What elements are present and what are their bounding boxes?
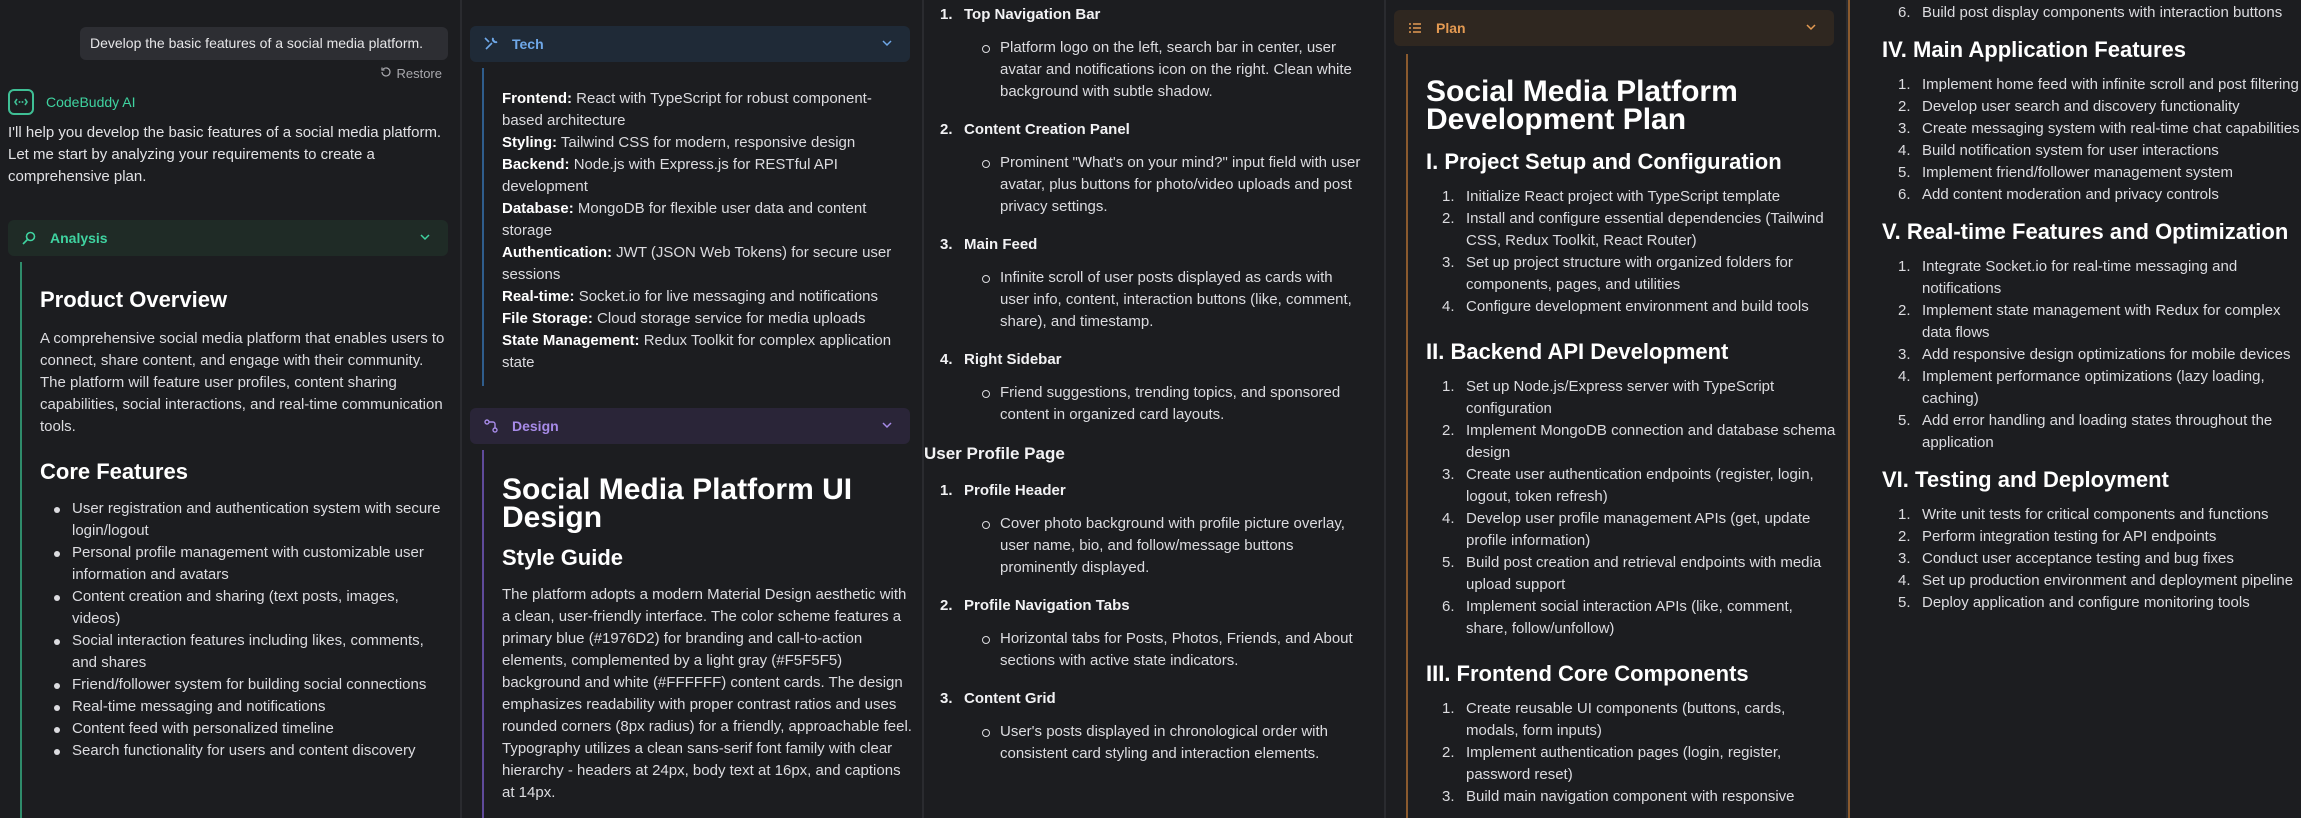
list-number: 3. (1442, 788, 1455, 805)
list-item-text: Implement authentication pages (login, register, password reset) (1466, 744, 1782, 783)
list-icon (1406, 19, 1424, 37)
design-title: Social Media Platform UI Design (502, 473, 853, 534)
list-number: 5. (1898, 594, 1911, 611)
list-number: 1. (1898, 76, 1911, 93)
plan-section-list (1426, 376, 1836, 640)
section-number: 3. (940, 690, 953, 707)
plan-section-heading: I. Project Setup and Configuration (1426, 149, 1782, 174)
list-item-text: Build notification system for user interactions (1922, 142, 2219, 159)
list-item: Content feed with personalized timeline (72, 718, 450, 740)
tech-item (502, 242, 912, 286)
list-number: 1. (1442, 700, 1455, 717)
list-item-text: Add content moderation and privacy controls (1922, 186, 2219, 203)
list-number: 2. (1442, 210, 1455, 227)
tech-item-value: JWT (JSON Web Tokens) for secure user sessions (502, 244, 892, 283)
list-item-text: Develop user search and discovery functionality (1922, 98, 2240, 115)
user-message: Develop the basic features of a social media platform. (80, 27, 448, 60)
plan-section-list (1882, 256, 2300, 454)
list-item-text: Perform integration testing for API endpoints (1922, 528, 2217, 545)
section-bullets (962, 152, 1362, 218)
list-item: Prominent "What's on your mind?" input field with user avatar, plus buttons for photo/video uploads and post privacy settings. (1000, 152, 1362, 218)
plan-section-list (1882, 2, 2300, 24)
list-item-text: Configure development environment and build tools (1466, 298, 1809, 315)
plan-section-list (1426, 698, 1836, 808)
codebuddy-logo-icon (8, 89, 34, 115)
list-item-text: Create messaging system with real-time chat capabilities (1922, 120, 2300, 137)
list-number: 2. (1898, 528, 1911, 545)
list-item: User registration and authentication system with secure login/logout (72, 498, 450, 542)
plan-section-list (1882, 74, 2300, 206)
plan-section-heading: II. Backend API Development (1426, 339, 1729, 364)
list-item (1442, 742, 1836, 786)
section-bullets (962, 513, 1362, 579)
tech-card-header[interactable] (470, 26, 910, 62)
chat-panel (0, 0, 460, 818)
product-overview-heading: Product Overview (40, 287, 228, 312)
chevron-down-icon (880, 418, 894, 435)
chevron-down-icon (418, 230, 432, 247)
plan-title: Social Media Platform Development Plan (1426, 75, 1738, 136)
plan-card-border (1406, 54, 1408, 818)
list-item: Platform logo on the left, search bar in center, user avatar and notifications icon on the right. Clean white background with subtle shadow. (1000, 37, 1362, 103)
list-item-text: Deploy application and configure monitoring tools (1922, 594, 2250, 611)
list-number: 2. (1898, 98, 1911, 115)
section-number: 4. (940, 351, 953, 368)
plan-panel (1386, 0, 1846, 818)
list-number: 4. (1442, 298, 1455, 315)
design-card-border (482, 450, 484, 818)
section-number: 1. (940, 6, 953, 23)
list-item-text: Initialize React project with TypeScript template (1466, 188, 1781, 205)
list-item: Social interaction features including likes, comments, and shares (72, 630, 450, 674)
plan-continued-content (1882, 2, 2300, 614)
tech-stack-list (502, 88, 912, 374)
list-number: 3. (1898, 550, 1911, 567)
list-item-text: Set up Node.js/Express server with TypeScript configuration (1466, 378, 1775, 417)
tech-item-value: MongoDB for flexible user data and content storage (502, 200, 867, 239)
analysis-card-border (20, 262, 22, 818)
list-number: 2. (1442, 422, 1455, 439)
section-title: Content Grid (964, 690, 1056, 707)
list-item-text: Build post creation and retrieval endpoints with media upload support (1466, 554, 1822, 593)
list-item (1898, 118, 2300, 140)
tech-item-value: Node.js with Express.js for RESTful API development (502, 156, 838, 195)
list-item-text: Write unit tests for critical components and functions (1922, 506, 2269, 523)
restore-icon (380, 66, 392, 81)
list-item-text: Implement social interaction APIs (like, comment, share, follow/unfollow) (1466, 598, 1793, 637)
section-number: 2. (940, 597, 953, 614)
list-item (1898, 366, 2300, 410)
tech-item-value: Redux Toolkit for complex application state (502, 332, 892, 371)
section-title: Top Navigation Bar (964, 6, 1101, 23)
numbered-section-title (924, 121, 1362, 138)
numbered-section-title (924, 351, 1362, 368)
tech-item-key: Real-time: (502, 288, 575, 305)
plan-card-border (1848, 0, 1850, 818)
tech-item (502, 132, 912, 154)
list-number: 4. (1898, 572, 1911, 589)
list-number: 1. (1898, 506, 1911, 523)
tech-label: Tech (512, 36, 544, 52)
section-number: 2. (940, 121, 953, 138)
plan-content (1426, 75, 1836, 808)
list-number: 1. (1442, 378, 1455, 395)
list-number: 1. (1898, 258, 1911, 275)
list-item (1898, 570, 2300, 592)
list-item-text: Create reusable UI components (buttons, cards, modals, form inputs) (1466, 700, 1786, 739)
list-item: Personal profile management with customizable user information and avatars (72, 542, 450, 586)
list-item (1898, 2, 2300, 24)
section-title: Profile Header (964, 482, 1066, 499)
numbered-section-title (924, 597, 1362, 614)
list-item-text: Implement performance optimizations (lazy loading, caching) (1922, 368, 2265, 407)
list-item (1898, 74, 2300, 96)
list-item (1442, 508, 1836, 552)
list-number: 4. (1898, 368, 1911, 385)
design-label: Design (512, 418, 559, 434)
tech-item-value: Tailwind CSS for modern, responsive design (557, 134, 856, 151)
numbered-section-title (924, 236, 1362, 253)
assistant-intro: I'll help you develop the basic features of a social media platform. Let me start by analyzing your requirements to create a comprehensive plan. (8, 124, 442, 185)
plan-label: Plan (1436, 20, 1466, 36)
list-item (1442, 552, 1836, 596)
plan-section-list (1882, 504, 2300, 614)
tech-item (502, 330, 912, 374)
assistant-header (8, 89, 136, 115)
list-item (1898, 592, 2300, 614)
section-title: Content Creation Panel (964, 121, 1130, 138)
chevron-down-icon (1804, 20, 1818, 37)
tech-item (502, 286, 912, 308)
plan-sections (1426, 148, 1836, 808)
style-guide-text: The platform adopts a modern Material Design aesthetic with a clean, user-friendly interface. The color scheme features a primary blue (#1976D2) for branding and call-to-action elements, complemented by a light gray (#F5F5F5) background and white (#FFFFFF) content cards. The design emphasizes readability with proper contrast ratios and uses rounded corners (8px radius) for a friendly, approachable feel. Typography utilizes a clean sans-serif font family with clear hierarchy - headers at 24px, body text at 16px, and captions at 14px. (502, 586, 912, 801)
assistant-name: CodeBuddy AI (46, 94, 136, 110)
design-card-header[interactable] (470, 408, 910, 444)
tools-icon (482, 35, 500, 53)
section-title: Profile Navigation Tabs (964, 597, 1130, 614)
list-item-text: Add error handling and loading states throughout the application (1922, 412, 2273, 451)
plan-continued-panel (1848, 0, 2301, 818)
list-item (1898, 256, 2300, 300)
search-icon (20, 229, 38, 247)
list-item (1898, 548, 2300, 570)
tech-card-border (482, 68, 484, 386)
section-bullets (962, 267, 1362, 333)
list-number: 5. (1898, 412, 1911, 429)
plan-section-list (1426, 186, 1836, 318)
list-item (1442, 252, 1836, 296)
list-number: 4. (1898, 142, 1911, 159)
list-item (1442, 596, 1836, 640)
list-item-text: Set up production environment and deployment pipeline (1922, 572, 2294, 589)
list-number: 3. (1442, 466, 1455, 483)
list-item (1442, 464, 1836, 508)
tech-item-key: State Management: (502, 332, 640, 349)
list-item: Content creation and sharing (text posts, images, videos) (72, 586, 450, 630)
tech-content (502, 88, 912, 374)
list-item-text: Add responsive design optimizations for mobile devices (1922, 346, 2291, 363)
list-number: 2. (1442, 744, 1455, 761)
tech-item-key: Styling: (502, 134, 557, 151)
core-features-list (40, 498, 450, 762)
analysis-card-header[interactable] (8, 220, 448, 256)
list-item (1442, 420, 1836, 464)
plan-section-heading: IV. Main Application Features (1882, 37, 2186, 62)
list-item: Friend suggestions, trending topics, and sponsored content in organized card layouts. (1000, 382, 1362, 426)
list-item-text: Implement friend/follower management system (1922, 164, 2233, 181)
tech-item (502, 198, 912, 242)
tech-item-key: File Storage: (502, 310, 593, 327)
list-item: User's posts displayed in chronological order with consistent card styling and interaction elements. (1000, 721, 1362, 765)
list-item (1898, 96, 2300, 118)
list-item (1898, 504, 2300, 526)
list-number: 3. (1898, 120, 1911, 137)
section-number: 3. (940, 236, 953, 253)
tech-item (502, 308, 912, 330)
analysis-label: Analysis (50, 230, 108, 246)
list-number: 6. (1442, 598, 1455, 615)
list-item (1442, 208, 1836, 252)
list-item (1442, 296, 1836, 318)
list-item-text: Develop user profile management APIs (get, update profile information) (1466, 510, 1811, 549)
list-item: Friend/follower system for building social connections (72, 674, 450, 696)
list-item-text: Implement MongoDB connection and database schema design (1466, 422, 1836, 461)
section-bullets (962, 628, 1362, 672)
tech-item-key: Database: (502, 200, 574, 217)
design-content (502, 473, 912, 804)
core-features-heading: Core Features (40, 459, 188, 484)
design-icon (482, 417, 500, 435)
list-number: 3. (1898, 346, 1911, 363)
list-item: Infinite scroll of user posts displayed as cards with user info, content, interaction buttons (like, comment, share), and timestamp. (1000, 267, 1362, 333)
list-item: Horizontal tabs for Posts, Photos, Friends, and About sections with active state indicators. (1000, 628, 1362, 672)
list-item-text: Conduct user acceptance testing and bug fixes (1922, 550, 2234, 567)
plan-section-heading: VI. Testing and Deployment (1882, 467, 2169, 492)
product-overview-text: A comprehensive social media platform that enables users to connect, share content, and engage with their community. The platform will feature user profiles, content sharing capabilities, social interactions, and real-time communication tools. (40, 330, 445, 435)
list-item-text: Set up project structure with organized folders for components, pages, and utilities (1466, 254, 1793, 293)
tech-item-key: Authentication: (502, 244, 612, 261)
list-item-text: Integrate Socket.io for real-time messaging and notifications (1922, 258, 2238, 297)
list-item: Real-time messaging and notifications (72, 696, 450, 718)
section-number: 1. (940, 482, 953, 499)
list-item: Search functionality for users and content discovery (72, 740, 450, 762)
list-number: 6. (1898, 186, 1911, 203)
tech-item-value: Socket.io for live messaging and notifications (574, 288, 879, 305)
list-item (1898, 162, 2300, 184)
list-item-text: Implement home feed with infinite scroll and post filtering (1922, 76, 2299, 93)
list-item (1898, 344, 2300, 366)
section-bullets (962, 37, 1362, 103)
list-item (1442, 376, 1836, 420)
plan-section-heading: V. Real-time Features and Optimization (1882, 219, 2289, 244)
list-item: Cover photo background with profile picture overlay, user name, bio, and follow/message buttons prominently displayed. (1000, 513, 1362, 579)
list-item-text: Build post display components with interaction buttons (1922, 4, 2283, 21)
restore-button[interactable] (380, 66, 442, 81)
tech-item-key: Frontend: (502, 90, 572, 107)
chevron-down-icon (880, 36, 894, 53)
tech-design-panel (462, 0, 922, 818)
design-continued-panel (924, 0, 1384, 818)
list-number: 6. (1898, 4, 1911, 21)
list-item (1898, 410, 2300, 454)
list-item-text: Build main navigation component with responsive (1466, 788, 1795, 805)
user-profile-page-heading: User Profile Page (924, 444, 1065, 463)
list-number: 4. (1442, 510, 1455, 527)
tech-item-key: Backend: (502, 156, 570, 173)
list-item (1898, 184, 2300, 206)
profile-sections (940, 482, 1362, 765)
list-number: 5. (1442, 554, 1455, 571)
numbered-section-title (924, 690, 1362, 707)
list-item (1442, 786, 1836, 808)
list-item-text: Implement state management with Redux for complex data flows (1922, 302, 2281, 341)
list-item (1898, 140, 2300, 162)
numbered-section-title (924, 482, 1362, 499)
section-title: Main Feed (964, 236, 1038, 253)
list-item (1898, 300, 2300, 344)
section-bullets (962, 382, 1362, 426)
section-title: Right Sidebar (964, 351, 1062, 368)
list-number: 1. (1442, 188, 1455, 205)
tech-item (502, 88, 912, 132)
restore-label: Restore (396, 66, 442, 81)
list-item-text: Install and configure essential dependencies (Tailwind CSS, Redux Toolkit, React Router) (1466, 210, 1824, 249)
section-bullets (962, 721, 1362, 765)
list-number: 2. (1898, 302, 1911, 319)
list-number: 5. (1898, 164, 1911, 181)
plan-card-header[interactable] (1394, 10, 1834, 46)
analysis-content (40, 286, 450, 762)
list-item-text: Create user authentication endpoints (register, login, logout, token refresh) (1466, 466, 1814, 505)
style-guide-heading: Style Guide (502, 545, 624, 570)
tech-item-value: Cloud storage service for media uploads (592, 310, 866, 327)
list-item (1442, 186, 1836, 208)
list-item (1442, 698, 1836, 742)
list-number: 3. (1442, 254, 1455, 271)
list-item (1898, 526, 2300, 548)
plan-section-heading: III. Frontend Core Components (1426, 661, 1749, 686)
design-continued-content (924, 6, 1362, 765)
numbered-section-title (924, 6, 1362, 23)
tech-item-value: React with TypeScript for robust component-based architecture (502, 90, 872, 129)
tech-item (502, 154, 912, 198)
